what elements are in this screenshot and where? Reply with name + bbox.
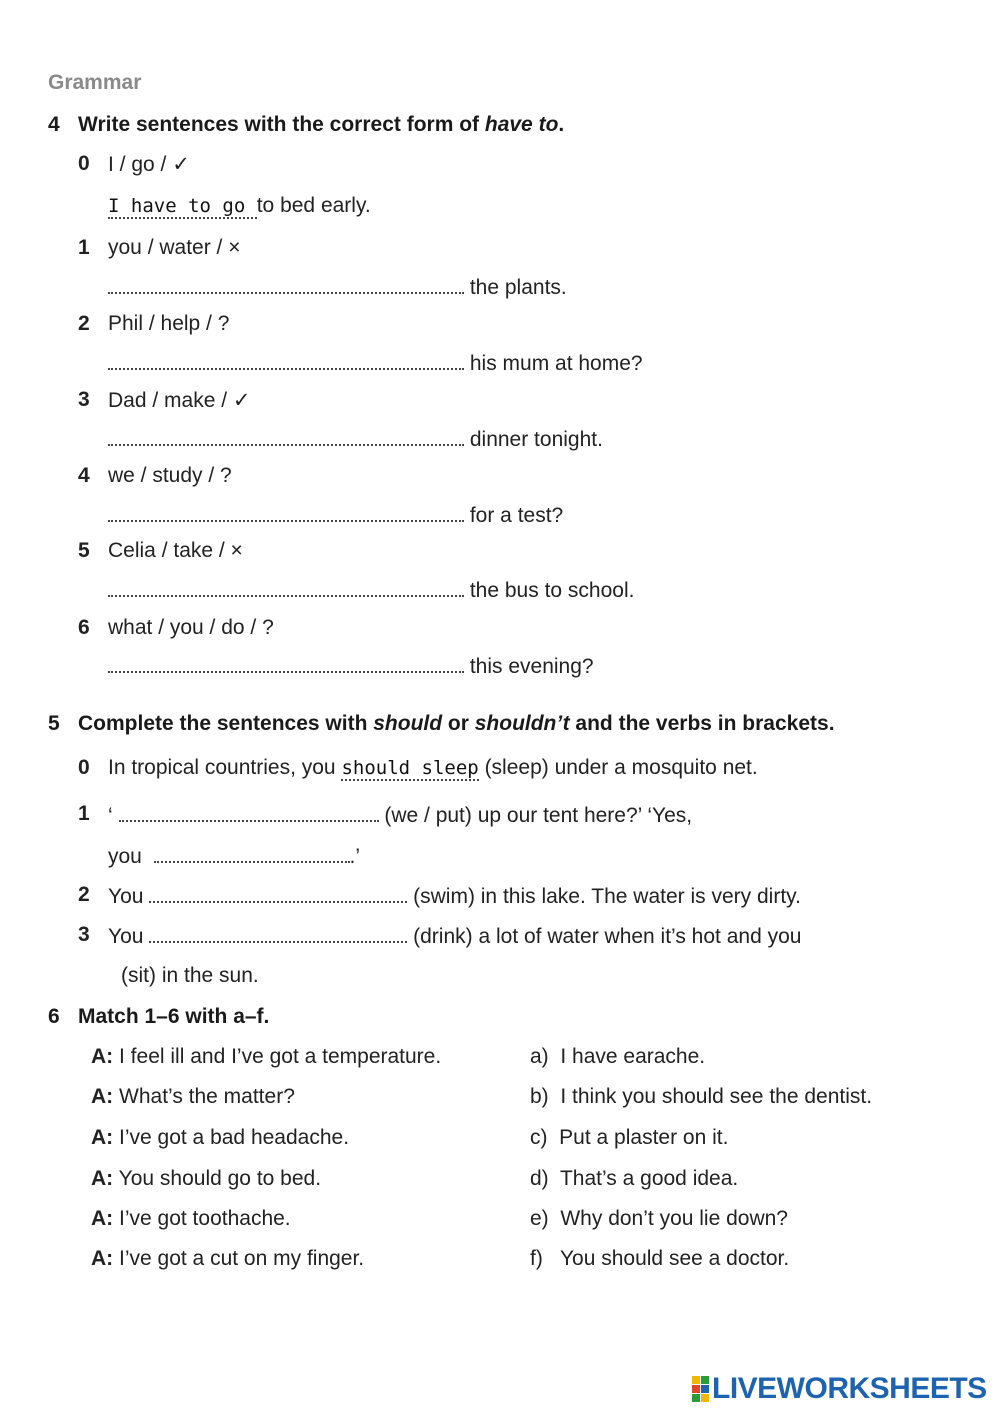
item-prompt: Celia / take / × <box>108 539 243 562</box>
speaker-label: A: <box>91 1126 114 1149</box>
match-right-item <box>530 1167 738 1191</box>
logo-icon <box>692 1376 709 1402</box>
match-right-text: You should see a doctor. <box>559 1247 790 1270</box>
sentence-rest: his mum at home? <box>469 352 643 375</box>
sentence-start: you <box>108 845 142 868</box>
item-number: 6 <box>78 616 90 639</box>
list-item <box>78 923 958 949</box>
exercise-number: 5 <box>48 712 60 735</box>
item-prompt: you / water / × <box>108 236 241 259</box>
example-answer: I have to go <box>108 195 257 217</box>
instruction-emphasis: shouldn’t <box>474 712 570 735</box>
match-left-text: I’ve got a cut on my finger. <box>119 1247 365 1270</box>
list-item <box>78 539 578 565</box>
sentence-start: In tropical countries, you <box>108 756 342 779</box>
sentence-rest: .’ <box>349 845 361 868</box>
list-item <box>78 883 958 909</box>
speaker-label: A: <box>91 1167 114 1190</box>
item-prompt: Dad / make / ✓ <box>108 389 251 412</box>
sentence-rest: (we / put) up our tent here?’ ‘Yes, <box>378 804 693 827</box>
match-right-item <box>530 1085 872 1109</box>
match-letter: d) <box>530 1167 549 1190</box>
match-left-text: I feel ill and I’ve got a temperature. <box>119 1045 442 1068</box>
item-prompt: I / go / ✓ <box>108 153 190 176</box>
item-number: 1 <box>78 236 90 259</box>
match-left-item <box>91 1207 291 1231</box>
match-left-text: I’ve got a bad headache. <box>119 1126 350 1149</box>
sentence-continuation: (sit) in the sun. <box>121 964 259 987</box>
sentence-rest: this evening? <box>469 655 594 678</box>
liveworksheets-logo <box>692 1372 987 1406</box>
answer-blank[interactable] <box>108 577 464 597</box>
answer-line <box>108 426 603 452</box>
answer-blank[interactable] <box>149 923 407 943</box>
exercise-6-heading <box>48 1005 648 1031</box>
answer-line <box>108 577 634 603</box>
answer-blank[interactable] <box>119 802 379 822</box>
instruction-text: or <box>442 712 475 735</box>
match-left-text: You should go to bed. <box>118 1167 322 1190</box>
answer-blank[interactable] <box>154 843 350 863</box>
answer-line <box>108 843 360 869</box>
item-number: 0 <box>78 152 90 175</box>
example-answer-line <box>108 194 371 218</box>
answer-blank[interactable] <box>108 274 464 294</box>
instruction-end: . <box>558 113 565 136</box>
logo-text: LIVEWORKSHEETS <box>712 1372 987 1405</box>
instruction-text: Write sentences with the correct form of <box>78 113 485 136</box>
speaker-label: A: <box>91 1045 114 1068</box>
speaker-label: A: <box>91 1085 114 1108</box>
list-item <box>78 312 578 338</box>
match-right-text: I have earache. <box>560 1045 706 1068</box>
answer-line <box>108 274 567 300</box>
exercise-5-heading <box>48 712 948 738</box>
answer-blank[interactable] <box>108 426 464 446</box>
speaker-label: A: <box>91 1247 114 1270</box>
match-left-item <box>91 1085 295 1109</box>
speaker-label: A: <box>91 1207 114 1230</box>
item-number: 2 <box>78 883 90 906</box>
sentence-rest: the bus to school. <box>469 579 635 602</box>
exercise-number: 6 <box>48 1005 60 1028</box>
match-right-text: That’s a good idea. <box>559 1167 739 1190</box>
instruction-emphasis: should <box>373 712 443 735</box>
match-right-item <box>530 1045 705 1069</box>
list-item <box>78 802 958 828</box>
match-right-item <box>530 1126 728 1150</box>
item-number: 3 <box>78 923 90 946</box>
list-item <box>78 464 578 490</box>
instruction-emphasis: have to <box>484 113 559 136</box>
match-right-item <box>530 1247 789 1271</box>
item-prompt: what / you / do / ? <box>108 616 274 639</box>
section-title: Grammar <box>48 71 142 94</box>
match-left-item <box>91 1247 364 1271</box>
match-left-text: What’s the matter? <box>119 1085 295 1108</box>
list-item <box>78 236 578 262</box>
instruction-text: Complete the sentences with <box>78 712 374 735</box>
example-rest: to bed early. <box>256 194 371 217</box>
example-answer: should sleep <box>341 757 479 779</box>
sentence-rest: (swim) in this lake. The water is very dirty. <box>413 885 801 908</box>
match-left-item <box>91 1045 441 1069</box>
match-right-text: Why don’t you lie down? <box>560 1207 788 1230</box>
list-item <box>78 388 578 414</box>
item-number: 4 <box>78 464 90 487</box>
match-letter: a) <box>530 1045 549 1068</box>
match-letter: c) <box>530 1126 548 1149</box>
sentence-rest: dinner tonight. <box>469 428 603 451</box>
answer-blank[interactable] <box>108 502 464 522</box>
answer-blank[interactable] <box>108 653 464 673</box>
sentence-rest: (drink) a lot of water when it’s hot and you <box>413 925 802 948</box>
match-letter: e) <box>530 1207 549 1230</box>
match-left-item <box>91 1126 349 1150</box>
answer-line <box>108 502 563 528</box>
match-right-text: I think you should see the dentist. <box>560 1085 873 1108</box>
sentence-rest: for a test? <box>469 504 564 527</box>
match-right-text: Put a plaster on it. <box>559 1126 729 1149</box>
quote-mark: ‘ <box>108 804 113 827</box>
sentence-start: You <box>108 885 144 908</box>
match-left-text: I’ve got toothache. <box>119 1207 291 1230</box>
match-letter: b) <box>530 1085 549 1108</box>
sentence-rest: the plants. <box>469 276 567 299</box>
list-item <box>78 616 578 642</box>
instruction-text: and the verbs in brackets. <box>569 712 835 735</box>
answer-line <box>108 350 643 376</box>
item-prompt: Phil / help / ? <box>108 312 230 335</box>
match-letter: f) <box>530 1247 543 1270</box>
item-number: 0 <box>78 756 90 779</box>
sentence-start: You <box>108 925 144 948</box>
answer-blank[interactable] <box>108 350 464 370</box>
exercise-4-heading <box>48 113 848 139</box>
match-left-item <box>91 1167 321 1191</box>
item-number: 2 <box>78 312 90 335</box>
item-prompt: we / study / ? <box>108 464 232 487</box>
instruction-text: Match 1–6 with a–f. <box>78 1005 270 1028</box>
example-prompt <box>78 152 578 178</box>
item-number: 3 <box>78 388 90 411</box>
item-number: 5 <box>78 539 90 562</box>
exercise-number: 4 <box>48 113 60 136</box>
item-number: 1 <box>78 802 90 825</box>
sentence-rest: (sleep) under a mosquito net. <box>478 756 758 779</box>
answer-line <box>108 653 594 679</box>
answer-blank[interactable] <box>149 883 407 903</box>
example-sentence <box>78 756 958 782</box>
match-right-item <box>530 1207 788 1231</box>
